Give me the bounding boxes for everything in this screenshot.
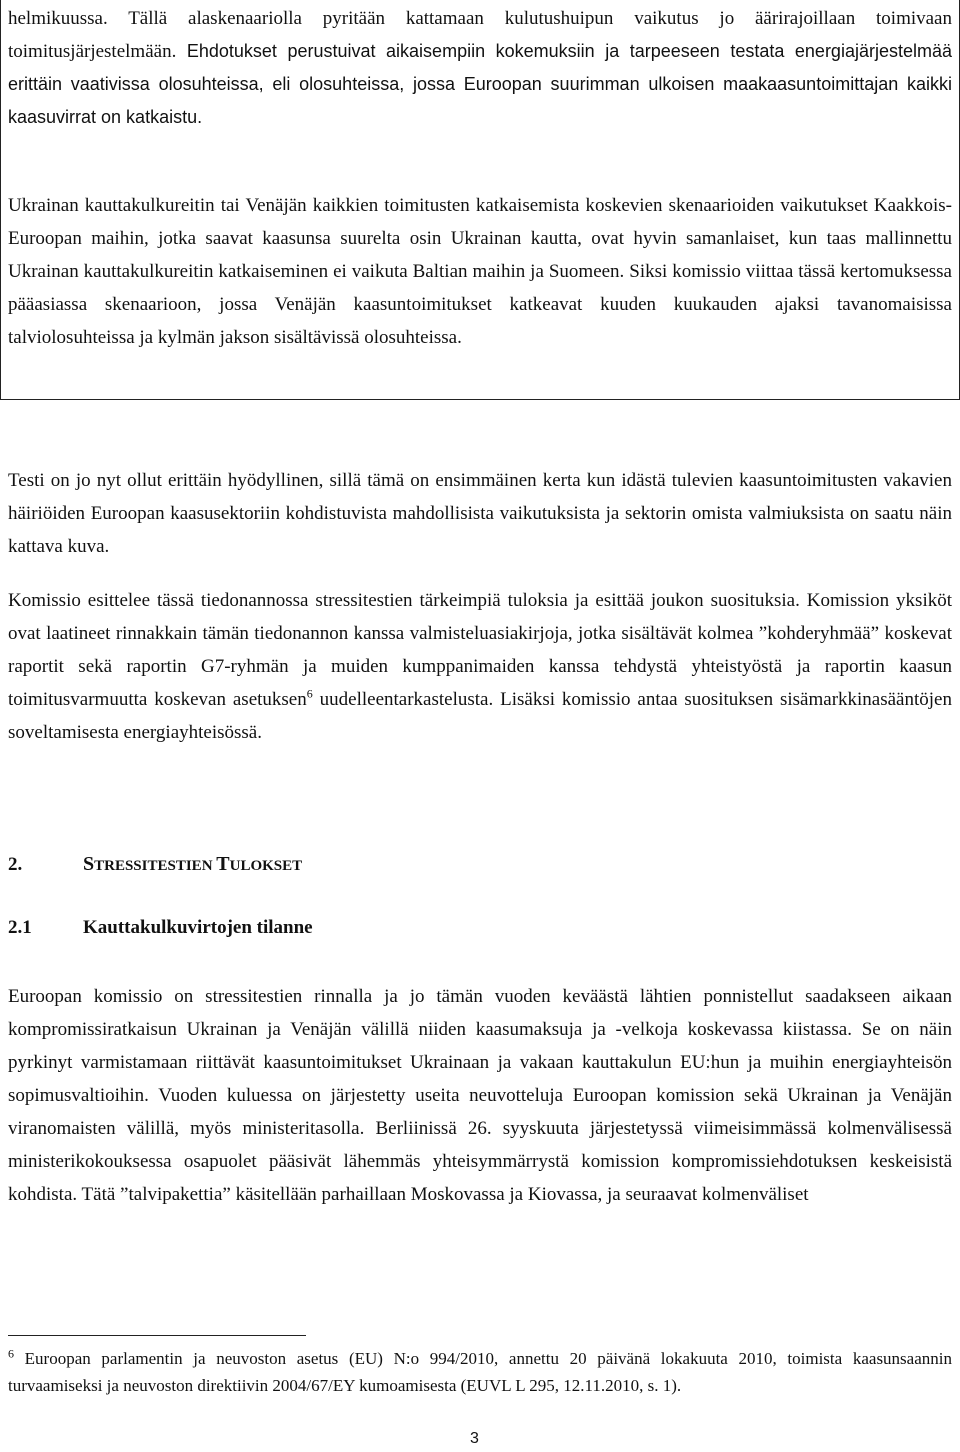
komissio-text-b: uudelleentarkastelusta. Lisäksi komissio antaa suosituksen sisämarkkinasääntöjen soveltamisesta energiayhteisössä. — [8, 689, 952, 743]
section-2-title-rest1: TRESSITESTIEN — [94, 858, 217, 874]
box-paragraph-1 — [8, 2, 952, 134]
section-2-1-number: 2.1 — [8, 917, 32, 938]
page-number: 3 — [470, 1430, 479, 1447]
section-2-1-heading — [8, 917, 313, 939]
paragraph-euroopan: Euroopan komissio on stressitestien rinnalla ja jo tämän vuoden keväästä lähtien ponnistellut saadakseen aikaan kompromissiratkaisun Ukrainan ja Venäjän välillä niiden kaasumaksuja ja -velkoja koskevassa kiistassa. Se on näin pyrkinyt varmistamaan riittävät kaasuntoimitukset Ukrainaan ja vakaan kauttakulun EU:hun ja muihin energiayhteisön sopimusvaltioihin. Vuoden kuluessa on järjestetty useita neuvotteluja Euroopan komission sekä Ukrainan ja Venäjän viranomaisten välillä, myös ministeritasolla. Berliinissä 26. syyskuuta järjestetyssä viimeisimmässä kolmenvälisessä ministerikokouksessa osapuolet pääsivät lähemmäs yhteisymmärrystä komission kompromissiehdotuksen keskeisistä kohdista. Tätä ”talvipakettia” käsitellään parhaillaan Moskovassa ja Kiovassa, ja seuraavat kolmenväliset — [8, 986, 952, 1205]
section-2-number: 2. — [8, 854, 23, 875]
paragraph-komissio — [8, 584, 952, 749]
box-paragraph-2: Ukrainan kauttakulkureitin tai Venäjän kaikkien toimitusten katkaisemista koskevien skenaarioiden vaikutukset Kaakkois-Euroopan maihin, jotka saavat kaasunsa suurelta osin Ukrainan kautta, ovat hyvin samanlaiset, kun taas mallinnettu Ukrainan kauttakulkureitin katkaiseminen ei vaikuta Baltian maihin ja Suomeen. Siksi komissio viittaa tässä kertomuksessa pääasiassa skenaarioon, jossa Venäjän kaasuntoimitukset katkeavat kuuden kuukauden ajaksi tavanomaisissa talviolosuhteissa ja kylmän jakson sisältävissä olosuhteissa. — [8, 195, 952, 348]
footnote-mark: 6 — [8, 1346, 14, 1361]
komissio-text-a: Komissio esittelee tässä tiedonannossa stressitestien tärkeimpiä tuloksia ja esittää joukon suosituksia. Komission yksiköt ovat laatineet rinnakkain tämän tiedonannon kanssa valmisteluasiakirjoja, jotka sisältävät kolmea ”kohderyhmää” koskevat raportit sekä raportin G7-ryhmän ja muiden kumppanimaiden kanssa tehdystä yhteistyöstä ja raportin kaasun toimitusvarmuutta koskevan asetuksen — [8, 590, 952, 710]
footnote-6 — [8, 1345, 952, 1399]
section-2-heading — [8, 853, 302, 876]
section-2-title-rest2: ULOKSET — [229, 858, 303, 874]
section-2-title-cap2: T — [216, 853, 230, 875]
paragraph-testi: Testi on jo nyt ollut erittäin hyödyllinen, sillä tämä on ensimmäinen kerta kun idästä tulevien kaasuntoimitusten vakavien häiriöiden Euroopan kaasusektoriin kohdistuvista mahdollisista vaikutuksista ja sektorin omista valmiuksista on saatu näin kattava kuva. — [8, 470, 952, 557]
footnote-divider — [8, 1335, 306, 1336]
box-p1-rest: Ehdotukset perustuivat aikaisempiin kokemuksiin ja tarpeeseen testata energiajärjestelmää erittäin vaativissa olosuhteissa, eli olosuhteissa, jossa Euroopan suurimman ulkoisen maakaasuntoimittajan kaikki kaasuvirrat on katkaistu. — [8, 41, 952, 127]
footnote-ref-6[interactable]: 6 — [306, 686, 313, 701]
section-2-title-cap1: S — [83, 853, 95, 875]
box-p1-line1: helmikuussa. Tällä alaskenaariolla pyritään kattamaan kulutushuipun vaikutus jo äärirajoillaan toimivaan toimitusjärjestelmään. — [8, 8, 952, 62]
section-2-1-title: Kauttakulkuvirtojen tilanne — [83, 917, 313, 938]
footnote-text: Euroopan parlamentin ja neuvoston asetus (EU) N:o 994/2010, annettu 20 päivänä lokakuuta 2010, toimista kaasunsaannin turvaamiseksi ja neuvoston direktiivin 2004/67/EY kumoamisesta (EUVL L 295, 12.11.2010, s. 1). — [8, 1349, 952, 1395]
